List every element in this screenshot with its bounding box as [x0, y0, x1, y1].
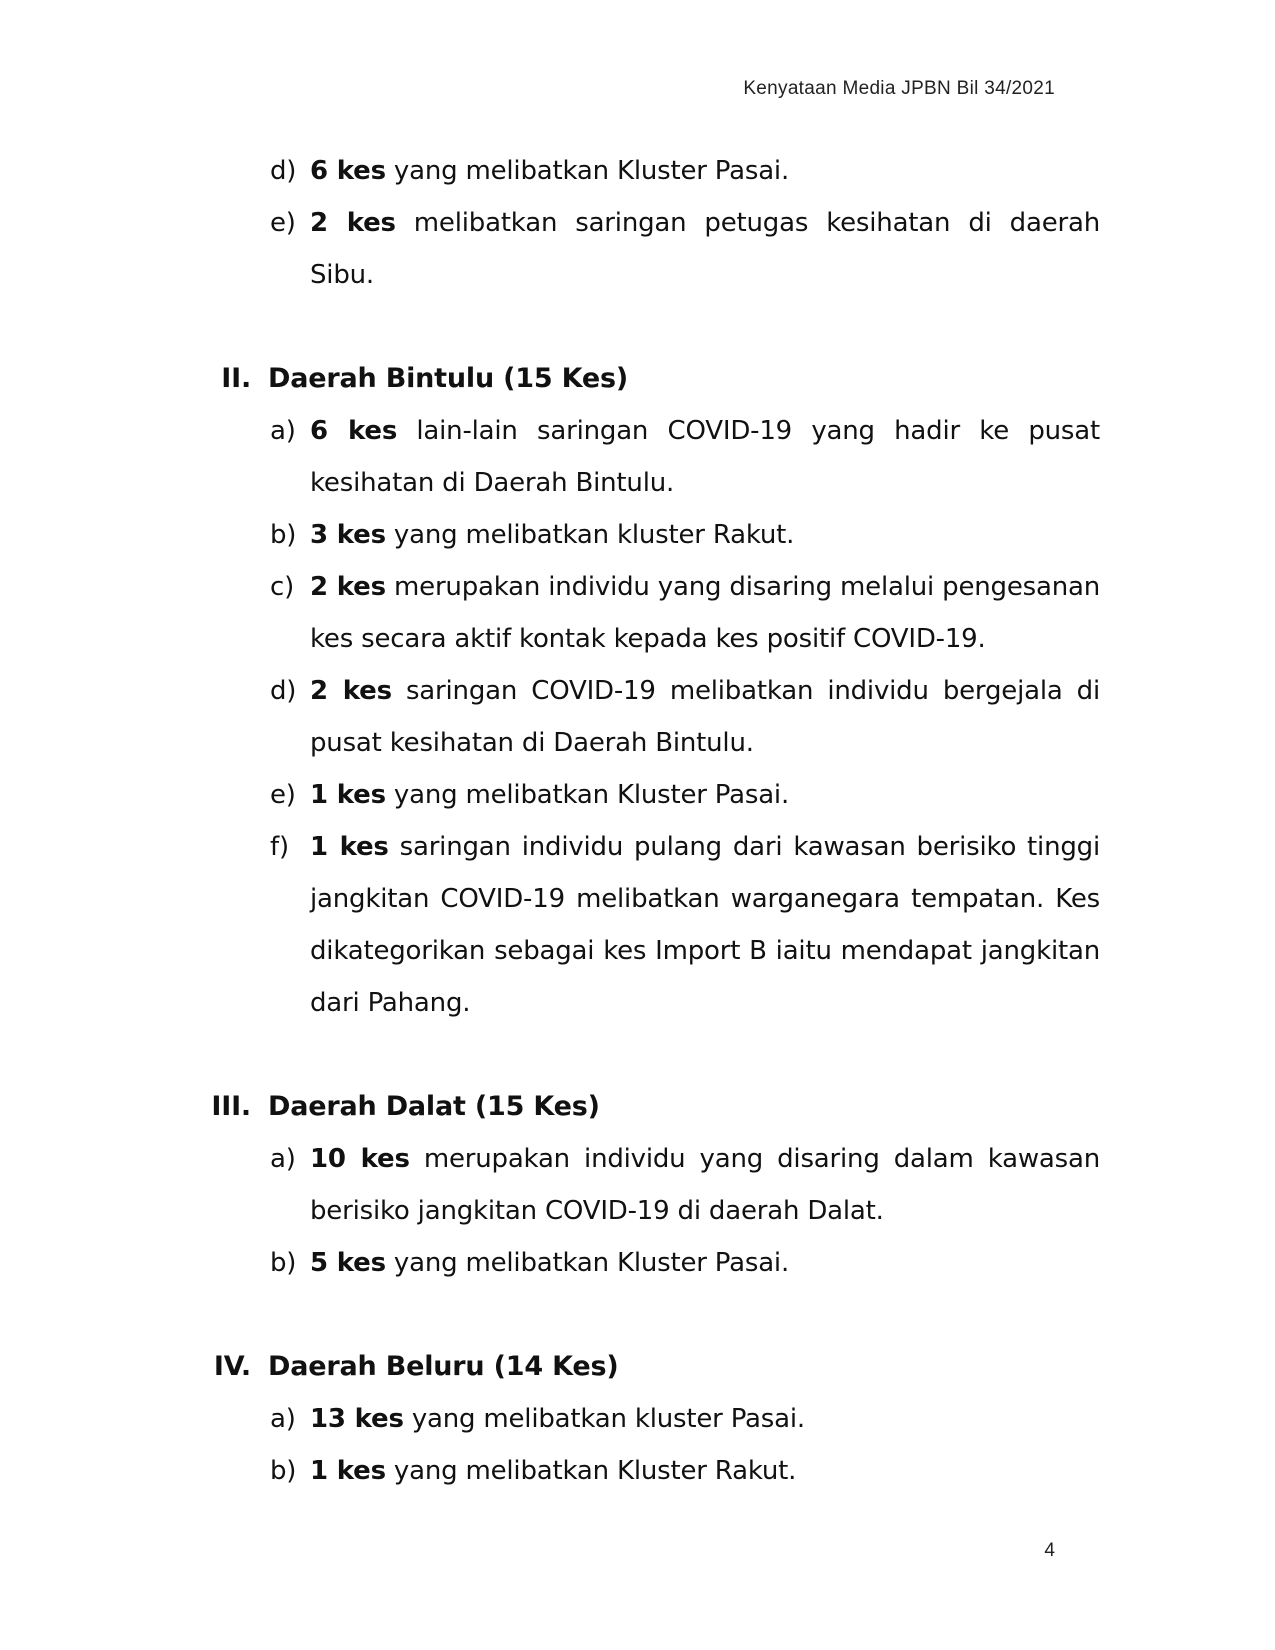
list-item [0, 561, 1100, 665]
list-item [0, 1237, 1100, 1289]
case-count: 6 kes [310, 416, 398, 446]
list-item [0, 509, 1100, 561]
document-content [0, 145, 1275, 1497]
section-bintulu [0, 353, 1275, 1029]
page-header: Kenyataan Media JPBN Bil 34/2021 [743, 78, 1055, 99]
case-count: 5 kes [310, 1248, 386, 1278]
case-count: 6 kes [310, 156, 386, 186]
list-item-text: yang melibatkan kluster Rakut. [385, 520, 795, 550]
case-count: 1 kes [310, 1456, 386, 1486]
section-title: Daerah Bintulu (15 Kes) [268, 363, 629, 394]
list-item-text: yang melibatkan Kluster Pasai. [385, 780, 790, 810]
list-item-label: b) [270, 1248, 297, 1278]
list-item-label: a) [270, 1144, 296, 1174]
section-heading [0, 1341, 1275, 1393]
list-item [0, 145, 1100, 197]
list-item [0, 1393, 1100, 1445]
list-item [0, 1133, 1100, 1237]
list-item [0, 1445, 1100, 1497]
case-count: 2 kes [310, 208, 396, 238]
list-item [0, 821, 1100, 1029]
section-heading [0, 1081, 1275, 1133]
case-count: 3 kes [310, 520, 386, 550]
list-item-text: merupakan individu yang disaring melalui pengesanan kes secara aktif kontak kepada kes positif COVID-19. [310, 572, 1100, 654]
list-item-text: yang melibatkan Kluster Rakut. [385, 1456, 797, 1486]
list-item [0, 405, 1100, 509]
list-item-text: melibatkan saringan petugas kesihatan di daerah Sibu. [310, 208, 1100, 290]
list-item-text: yang melibatkan Kluster Pasai. [385, 1248, 790, 1278]
list-item [0, 197, 1100, 301]
section-dalat [0, 1081, 1275, 1289]
list-item-label: d) [270, 156, 297, 186]
case-count: 2 kes [310, 676, 392, 706]
list-item [0, 665, 1100, 769]
section-title: Daerah Beluru (14 Kes) [268, 1351, 619, 1382]
list-item-label: c) [270, 572, 295, 602]
section-title: Daerah Dalat (15 Kes) [268, 1091, 600, 1122]
case-count: 13 kes [310, 1404, 404, 1434]
list-item-label: d) [270, 676, 297, 706]
list-item-text: saringan COVID-19 melibatkan individu bergejala di pusat kesihatan di Daerah Bintulu. [310, 676, 1100, 758]
list-item-text: merupakan individu yang disaring dalam kawasan berisiko jangkitan COVID-19 di daerah Dalat. [310, 1144, 1100, 1226]
page-number: 4 [1044, 1540, 1055, 1561]
list-item-label: f) [270, 832, 289, 862]
list-item-label: b) [270, 1456, 297, 1486]
list-item-text: lain-lain saringan COVID-19 yang hadir ke pusat kesihatan di Daerah Bintulu. [310, 416, 1100, 498]
list-item-label: e) [270, 208, 296, 238]
list-item-label: a) [270, 1404, 296, 1434]
list-item-label: b) [270, 520, 297, 550]
section-number: II. [221, 363, 251, 394]
case-count: 1 kes [310, 780, 386, 810]
case-count: 1 kes [310, 832, 389, 862]
section-beluru [0, 1341, 1275, 1497]
list-item [0, 769, 1100, 821]
section-number: III. [211, 1091, 251, 1122]
list-item-label: e) [270, 780, 296, 810]
case-count: 2 kes [310, 572, 386, 602]
list-item-text: yang melibatkan kluster Pasai. [403, 1404, 805, 1434]
section-number: IV. [213, 1351, 251, 1382]
list-item-label: a) [270, 416, 296, 446]
list-item-text: saringan individu pulang dari kawasan berisiko tinggi jangkitan COVID-19 melibatkan warganegara tempatan. Kes dikategorikan sebagai kes Import B iaitu mendapat jangkitan dari Pahang. [310, 832, 1100, 1018]
section-heading [0, 353, 1275, 405]
case-count: 10 kes [310, 1144, 410, 1174]
list-item-text: yang melibatkan Kluster Pasai. [385, 156, 790, 186]
